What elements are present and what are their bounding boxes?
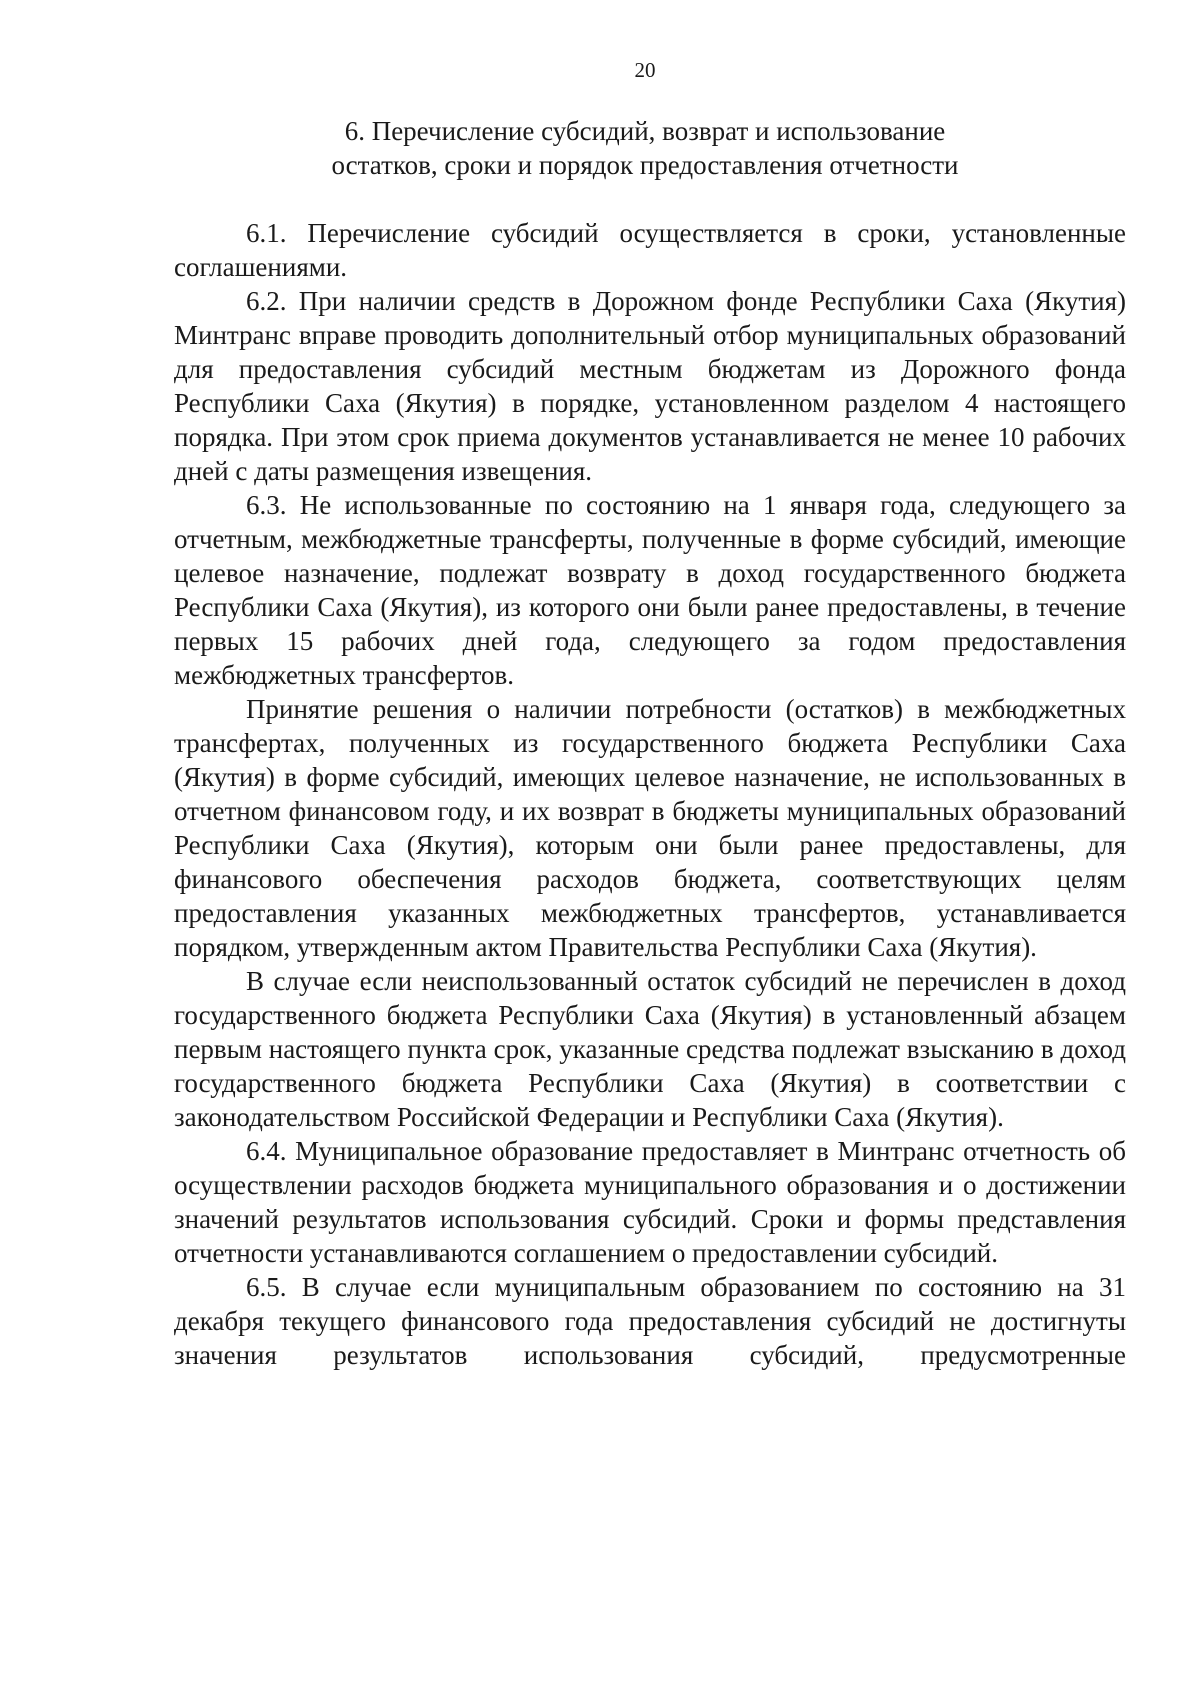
- section-heading: [0, 114, 1200, 182]
- page-number: 20: [634, 58, 656, 82]
- paragraph-6-3-decision: Принятие решения о наличии потребности (остатков) в межбюджетных трансфертах, полученных из государственного бюджета Республики Саха (Якутия) в форме субсидий, имеющих целевое назначение, не использованных в отчетном финансовом году, и их возврат в бюджеты муниципальных образований Республики Саха (Якутия), которым они были ранее предоставлены, для финансового обеспечения расходов бюджета, соответствующих целям предоставления указанных межбюджетных трансфертов, устанавливается порядком, утвержденным актом Правительства Республики Саха (Якутия).: [174, 694, 1126, 962]
- body-text: [174, 216, 1126, 1372]
- paragraph-6-1: 6.1. Перечисление субсидий осуществляется в сроки, установленные соглашениями.: [174, 218, 1126, 282]
- paragraph-6-5: 6.5. В случае если муниципальным образованием по состоянию на 31 декабря текущего финансового года предоставления субсидий не достигнуты значения результатов использования субсидий, предусмотренные: [174, 1272, 1126, 1370]
- paragraph-6-3-recovery: В случае если неиспользованный остаток субсидий не перечислен в доход государственного бюджета Республики Саха (Якутия) в установленный абзацем первым настоящего пункта срок, указанные средства подлежат взысканию в доход государственного бюджета Республики Саха (Якутия) в соответствии с законодательством Российской Федерации и Республики Саха (Якутия).: [174, 966, 1126, 1132]
- paragraph-6-3: 6.3. Не использованные по состоянию на 1 января года, следующего за отчетным, межбюджетные трансферты, полученные в форме субсидий, имеющие целевое назначение, подлежат возврату в доход государственного бюджета Республики Саха (Якутия), из которого они были ранее предоставлены, в течение первых 15 рабочих дней года, следующего за годом предоставления межбюджетных трансфертов.: [174, 490, 1126, 690]
- section-heading-line-1: 6. Перечисление субсидий, возврат и использование: [344, 116, 946, 146]
- paragraph-6-4: 6.4. Муниципальное образование предоставляет в Минтранс отчетность об осуществлении расходов бюджета муниципального образования и о достижении значений результатов использования субсидий. Сроки и формы представления отчетности устанавливаются соглашением о предоставлении субсидий.: [174, 1136, 1126, 1268]
- section-heading-line-2: остатков, сроки и порядок предоставления отчетности: [331, 150, 959, 180]
- paragraph-6-2: 6.2. При наличии средств в Дорожном фонде Республики Саха (Якутия) Минтранс вправе проводить дополнительный отбор муниципальных образований для предоставления субсидий местным бюджетам из Дорожного фонда Республики Саха (Якутия) в порядке, установленном разделом 4 настоящего порядка. При этом срок приема документов устанавливается не менее 10 рабочих дней с даты размещения извещения.: [174, 286, 1126, 486]
